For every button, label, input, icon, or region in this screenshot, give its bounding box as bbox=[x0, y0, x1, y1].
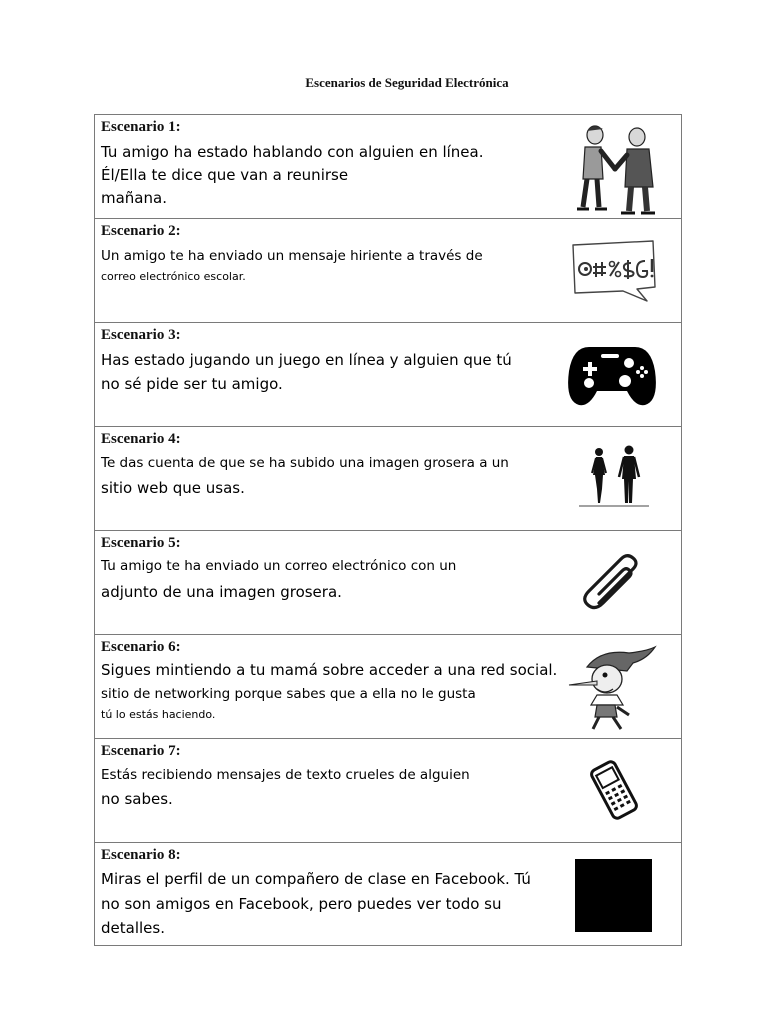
scenario-text-line: sitio web que usas. bbox=[101, 479, 245, 497]
scenario-text-line: no sabes. bbox=[101, 790, 173, 808]
scenario-text-line: no son amigos en Facebook, pero puedes ver todo su bbox=[101, 895, 502, 913]
scenario-card-4 bbox=[95, 427, 681, 531]
gamepad-icon bbox=[567, 341, 657, 409]
handshake-people-icon bbox=[565, 121, 665, 215]
scenario-heading: Escenario 7: bbox=[101, 743, 181, 759]
speech-bubble-swearing-icon bbox=[567, 239, 659, 305]
scenario-card-2 bbox=[95, 219, 681, 323]
scenario-text-line: tú lo estás haciendo. bbox=[101, 708, 216, 721]
scenario-heading: Escenario 3: bbox=[101, 327, 181, 343]
scenario-card-5 bbox=[95, 531, 681, 635]
pinocchio-icon bbox=[567, 645, 659, 731]
scenario-heading: Escenario 8: bbox=[101, 847, 181, 863]
scenario-text-line: adjunto de una imagen grosera. bbox=[101, 583, 342, 601]
scenario-card-6 bbox=[95, 635, 681, 739]
scenario-text-line: Tu amigo ha estado hablando con alguien en línea. bbox=[101, 143, 484, 161]
page-title: Escenarios de Seguridad Electrónica bbox=[305, 75, 509, 90]
paperclip-icon bbox=[581, 553, 645, 613]
scenario-text-line: mañana. bbox=[101, 189, 167, 207]
scenario-heading: Escenario 4: bbox=[101, 431, 181, 447]
scenario-heading: Escenario 5: bbox=[101, 535, 181, 551]
scenario-text-line: Sigues mintiendo a tu mamá sobre acceder a una red social. bbox=[101, 661, 558, 679]
scenario-card-8 bbox=[95, 843, 681, 947]
scenario-text-line: Te das cuenta de que se ha subido una imagen grosera a un bbox=[101, 455, 509, 471]
scenario-text-line: Estás recibiendo mensajes de texto crueles de alguien bbox=[101, 767, 470, 783]
scenario-text-line: correo electrónico escolar. bbox=[101, 270, 246, 283]
scenario-text-line: sitio de networking porque sabes que a ella no le gusta bbox=[101, 686, 476, 702]
mobile-phone-icon bbox=[583, 759, 645, 821]
scenario-heading: Escenario 6: bbox=[101, 639, 181, 655]
scenario-card-3 bbox=[95, 323, 681, 427]
scenario-heading: Escenario 2: bbox=[101, 223, 181, 239]
scenario-card-7 bbox=[95, 739, 681, 843]
human-silhouettes-icon bbox=[577, 445, 651, 509]
scenario-text-line: Él/Ella te dice que van a reunirse bbox=[101, 166, 349, 184]
scenario-card-1 bbox=[95, 115, 681, 219]
scenario-text-line: Has estado jugando un juego en línea y alguien que tú bbox=[101, 351, 512, 369]
scenario-text-line: Un amigo te ha enviado un mensaje hiriente a través de bbox=[101, 248, 483, 264]
scenario-heading: Escenario 1: bbox=[101, 119, 181, 135]
scenario-text-line: no sé pide ser tu amigo. bbox=[101, 375, 283, 393]
scenario-text-line: detalles. bbox=[101, 919, 165, 937]
scenario-text-line: Miras el perfil de un compañero de clase en Facebook. Tú bbox=[101, 870, 531, 888]
scenario-table bbox=[94, 114, 682, 946]
black-square-image bbox=[575, 859, 652, 932]
scenario-text-line: Tu amigo te ha enviado un correo electrónico con un bbox=[101, 558, 457, 574]
